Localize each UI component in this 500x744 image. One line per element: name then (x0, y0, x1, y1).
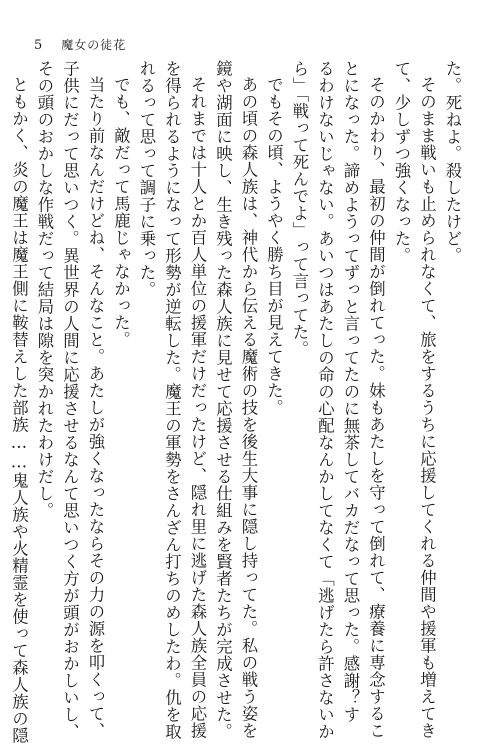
text-line: そのかわり、最初の仲間が倒れてった。妹もあたしを守って倒れて、療養に専念するこ (366, 76, 386, 739)
text-line: 当たり前なんだけどね、そんなこと。あたしが強くなったならその力の源を叩くって、 (86, 76, 105, 739)
text-line: れるって思って調子に乗った。 (137, 60, 156, 298)
text-line: て、少しずつ強くなった。 (392, 60, 411, 264)
text-line: そのまま戦いも止められなくて、旅をするうちに応援してくれる仲間や援軍も増えてき (417, 76, 437, 739)
text-line: それまでは十人とか百人単位の援軍だけだったけど、隠れ里に逃げた森人族全員の応援 (188, 76, 207, 739)
text-line: を得られるようになって形勢が逆転した。魔王の軍勢をさんざん打ちのめしたわ。仇を取 (162, 60, 182, 740)
text-line: 子供にだって思いつく。異世界の人間に応援させるなんて思いつく方が頭がおかしいし、 (60, 60, 80, 740)
text-line: るわけないじゃない。あいつはあたしの命の心配なんかしてなくて「逃げたら許さないか (315, 60, 335, 740)
text-line: ら」「戦って死んでよ」って言ってた。 (290, 60, 309, 358)
text-line: でもその頃、ようやく勝ち目が見えてきた。 (264, 76, 284, 416)
text-line: その頭のおかしな作戦だって結局は隙を突かれたわけだし。 (35, 60, 54, 519)
book-title: 魔女の徒花 (61, 38, 127, 52)
vertical-text-body (9, 60, 462, 744)
text-line: ともかく、炎の魔王は魔王側に鞍替えした部族……鬼人族や火精霊を使って森人族の隠 (9, 76, 29, 744)
text-line: 鏡や湖面に映し、生き残った森人族に見せて応援させる仕組みを賢者たちが完成させた。 (213, 60, 233, 740)
text-line: あの頃の森人族は、神代から伝える魔術の技を後生大事に隠し持ってた。私の戦う姿を (239, 76, 258, 739)
text-line: でも、敵だって馬鹿じゃなかった。 (111, 76, 131, 348)
text-line: た。死ねよ。殺したけど。 (443, 60, 462, 264)
page-header (34, 36, 126, 53)
page-number: 5 (34, 38, 44, 53)
text-line: とになった。諦めようってずっと言ってたのに無茶してバカだなって思った。感謝？す (341, 60, 360, 723)
